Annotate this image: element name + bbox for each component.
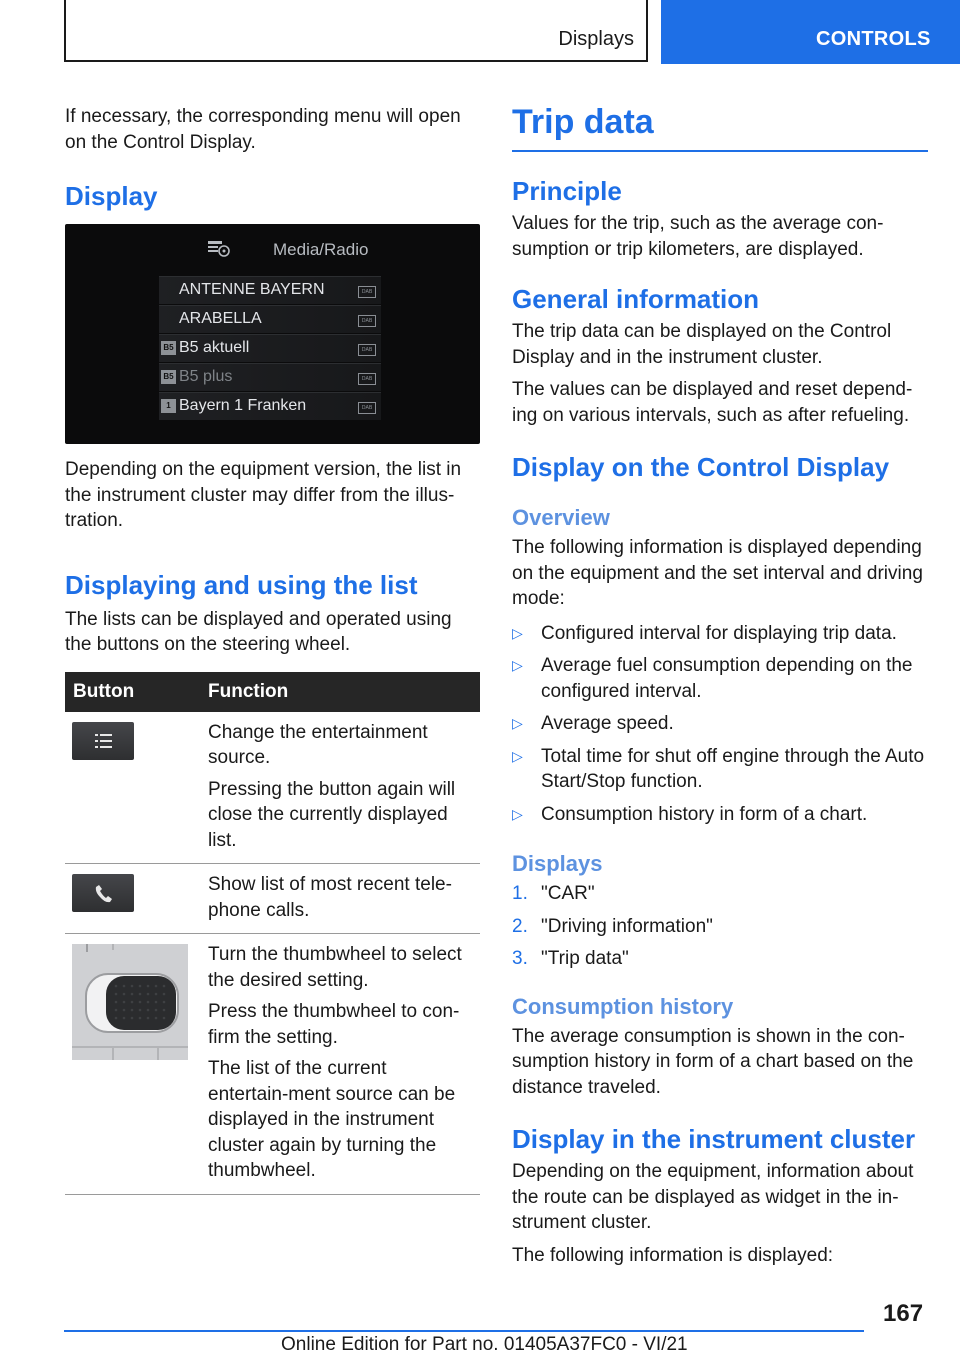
function-text: Change the entertainment source.	[208, 721, 428, 768]
dab-badge: DAB	[358, 344, 376, 356]
triangle-bullet-icon: ▷	[512, 805, 523, 822]
function-text: Press the thumbwheel to con-firm the setting.	[208, 1001, 460, 1048]
media-radio-icon	[207, 238, 231, 258]
list-intro-text: The lists can be displayed and operated using the buttons on the steering wheel.	[65, 608, 452, 655]
list-item: ▷ Average speed.	[512, 711, 928, 737]
title-rule	[512, 150, 928, 152]
list-item: 2. "Driving information"	[512, 915, 713, 937]
function-text: Show list of most recent tele-phone calls.	[208, 874, 452, 921]
dab-badge: DAB	[358, 315, 376, 327]
thumbwheel-icon	[72, 944, 188, 1060]
station-label: Bayern 1 Franken	[179, 397, 307, 414]
dab-badge: DAB	[358, 402, 376, 414]
overview-text: The following information is displayed depending on the equipment and the set interval and driving mode:	[512, 537, 923, 609]
principle-heading: Principle	[512, 176, 622, 206]
general-heading: General information	[512, 284, 760, 314]
station-item	[159, 392, 381, 420]
displays-heading: Displays	[512, 851, 603, 876]
screenshot-caption: Depending on the equipment version, the list in the instrument cluster may differ from the illus-tration.	[65, 459, 462, 531]
station-logo: B5	[161, 341, 176, 355]
page-number: 167	[883, 1300, 924, 1327]
instrument-cluster-text-2: The following information is displayed:	[512, 1244, 834, 1266]
dab-badge: DAB	[358, 286, 376, 298]
consumption-heading: Consumption history	[512, 993, 734, 1019]
screen-title: Media/Radio	[273, 240, 369, 259]
display-heading: Display	[65, 181, 158, 211]
general-text-1: The trip data can be displayed on the Control Display and in the instrument cluster.	[512, 321, 892, 368]
column-header-function: Function	[200, 672, 480, 712]
list-item: 3. "Trip data"	[512, 948, 629, 969]
left-column	[65, 100, 480, 1195]
station-label: ANTENNE BAYERN	[179, 281, 325, 298]
table-row	[65, 934, 480, 1195]
station-item	[159, 363, 381, 391]
list-item: ▷ Average fuel consumption depending on the configured interval.	[512, 655, 913, 702]
station-label: B5 plus	[179, 368, 233, 385]
table-row	[65, 864, 480, 934]
principle-text: Values for the trip, such as the average con-sumption or trip kilometers, are displayed.	[512, 213, 884, 260]
triangle-bullet-icon: ▷	[512, 715, 523, 731]
triangle-bullet-icon: ▷	[512, 657, 523, 673]
instrument-cluster-heading: Display in the instrument cluster	[512, 1124, 916, 1154]
overview-list	[512, 621, 928, 828]
function-text: Turn the thumbwheel to select the desired setting.	[208, 944, 462, 991]
list-item: ▷ Total time for shut off engine through the Auto Start/Stop function.	[512, 745, 925, 792]
control-display-heading: Display on the Control Display	[512, 452, 890, 482]
right-column	[512, 100, 928, 1268]
overview-heading: Overview	[512, 505, 610, 530]
footer-rule	[64, 1330, 864, 1332]
header-section-tab	[64, 0, 648, 62]
list-item: ▷ Configured interval for displaying trip data.	[512, 621, 928, 647]
control-display-screenshot	[65, 224, 480, 444]
list-menu-icon	[72, 722, 134, 760]
function-text: Pressing the button again will close the currently displayed list.	[208, 778, 456, 851]
station-logo: B5	[161, 370, 176, 384]
triangle-bullet-icon: ▷	[512, 624, 523, 641]
station-logo: 1	[161, 399, 176, 413]
general-text-2: The values can be displayed and reset depend-ing on various intervals, such as after refueling.	[512, 379, 913, 426]
triangle-bullet-icon: ▷	[512, 747, 523, 764]
page-title: Trip data	[512, 103, 654, 141]
station-item	[159, 334, 381, 362]
instrument-cluster-text-1: Depending on the equipment, information about the route can be displayed as widget in the in-strument cluster.	[512, 1161, 914, 1233]
edition-text: Online Edition for Part no. 01405A37FC0 - VI/21	[281, 1334, 688, 1355]
list-heading: Displaying and using the list	[65, 569, 418, 600]
header-section-label: Displays	[558, 28, 634, 50]
intro-text: If necessary, the corresponding menu will open on the Control Display.	[65, 106, 461, 153]
dab-badge: DAB	[358, 373, 376, 385]
station-item	[159, 305, 381, 333]
displays-steps	[512, 881, 928, 972]
button-function-table	[65, 672, 480, 1195]
header-chapter-tab	[661, 0, 960, 64]
table-row	[65, 712, 480, 864]
station-label: ARABELLA	[179, 310, 262, 327]
column-header-button: Button	[65, 672, 200, 712]
list-item: ▷ Consumption history in form of a chart.	[512, 802, 928, 828]
function-text: The list of the current entertain-ment source can be displayed in the instrument cluster again by turning the thumbwheel.	[208, 1058, 456, 1181]
station-label: B5 aktuell	[179, 339, 250, 356]
consumption-text: The average consumption is shown in the con-sumption history in form of a chart based on the distance traveled.	[512, 1025, 914, 1098]
station-item	[159, 276, 381, 304]
list-item: 1. "CAR"	[512, 883, 595, 904]
header-chapter-label: CONTROLS	[816, 28, 931, 50]
phone-icon	[72, 874, 134, 912]
